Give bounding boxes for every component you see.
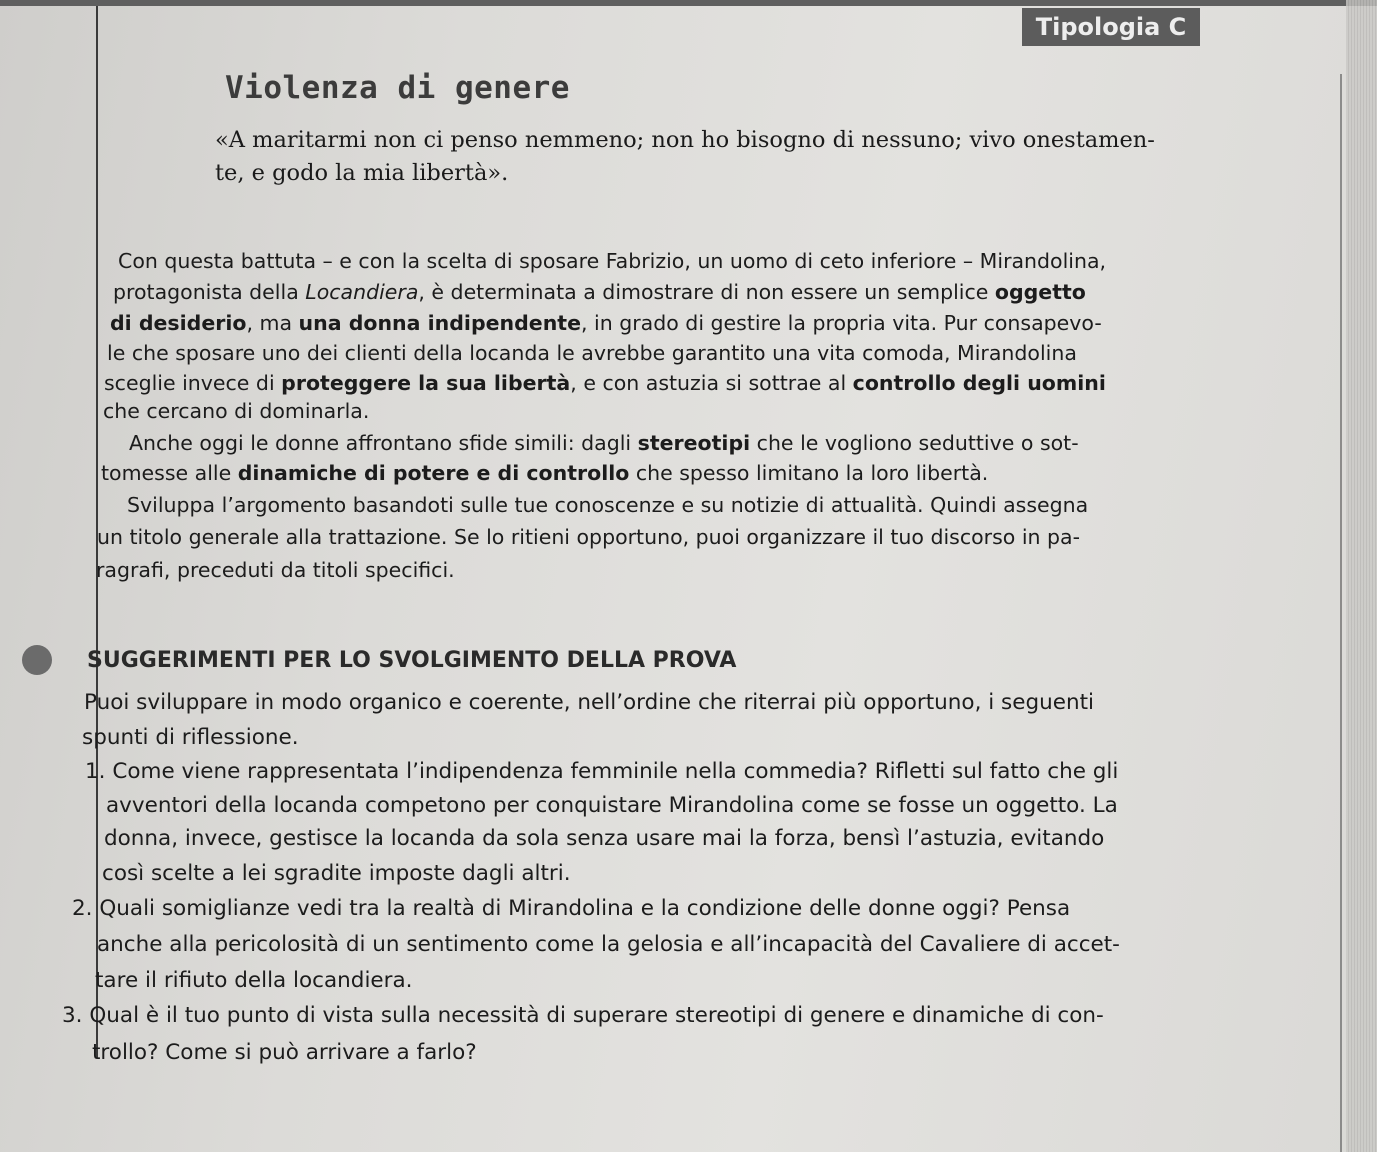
intro-line — [110, 308, 1102, 338]
bold-text: controllo degli uomini — [852, 371, 1106, 395]
section-badge: Tipologia C — [1022, 8, 1200, 46]
intro-line — [113, 277, 1086, 307]
intro-line — [97, 522, 1080, 552]
text: che le vogliono seduttive o sot- — [750, 431, 1079, 455]
bold-text: stereotipi — [637, 431, 751, 455]
intro-line — [96, 555, 455, 585]
text: , e con astuzia si sottrae al — [570, 371, 853, 395]
text: che spesso limitano la loro libertà. — [629, 461, 989, 485]
intro-line — [127, 490, 1088, 520]
intro-line — [107, 338, 1077, 368]
text: Con questa battuta – e con la scelta di sposare Fabrizio, un uomo di ceto inferiore – Mirandolina, — [118, 249, 1107, 273]
quote-line: te, e godo la mia libertà». — [215, 160, 509, 186]
suggestions-heading: SUGGERIMENTI PER LO SVOLGIMENTO DELLA PROVA — [87, 648, 737, 673]
intro-line — [129, 428, 1079, 458]
text: le che sposare uno dei clienti della locanda le avrebbe garantito una vita comoda, Mirandolina — [107, 341, 1077, 365]
italic-text: Locandiera — [305, 280, 419, 304]
intro-line — [118, 246, 1106, 276]
right-margin-rule — [1340, 74, 1342, 1152]
text: Anche oggi le donne affrontano sfide simili: dagli — [129, 431, 638, 455]
text: sceglie invece di — [104, 371, 282, 395]
list-item-line: anche alla pericolosità di un sentimento come la gelosia e all’incapacità del Cavaliere di accet- — [97, 932, 1120, 957]
suggestions-line: Puoi sviluppare in modo organico e coerente, nell’ordine che riterrai più opportuno, i seguenti — [84, 690, 1095, 715]
text: , ma — [246, 311, 299, 335]
list-item-line: trollo? Come si può arrivare a farlo? — [92, 1040, 477, 1065]
list-item: 1. Come viene rappresentata l’indipendenza femminile nella commedia? Rifletti sul fatto che gli — [85, 759, 1119, 784]
opening-quote — [215, 124, 1245, 190]
page-edge — [1346, 0, 1377, 1152]
bold-text: una donna indipendente — [298, 311, 581, 335]
list-item-line: avventori della locanda competono per conquistare Mirandolina come se fosse un oggetto. La — [106, 793, 1118, 818]
text: un titolo generale alla trattazione. Se lo ritieni opportuno, puoi organizzare il tuo discorso in pa- — [97, 525, 1081, 549]
bold-text: proteggere la sua libertà — [281, 371, 571, 395]
text: ragrafi, preceduti da titoli specifici. — [96, 558, 455, 582]
section-bullet-icon — [22, 645, 52, 675]
quote-line: «A maritarmi non ci penso nemmeno; non ho bisogno di nessuno; vivo onestamen- — [215, 127, 1155, 153]
list-item: 2. Quali somiglianze vedi tra la realtà di Mirandolina e la condizione delle donne oggi? Pensa — [72, 896, 1071, 921]
suggestions-line: spunti di riflessione. — [82, 725, 299, 750]
intro-line — [101, 458, 988, 488]
text: tomesse alle — [101, 461, 238, 485]
list-item: 3. Qual è il tuo punto di vista sulla necessità di superare stereotipi di genere e dinamiche di con- — [62, 1003, 1104, 1028]
intro-line — [104, 368, 1106, 398]
text: Sviluppa l’argomento basandoti sulle tue conoscenze e su notizie di attualità. Quindi assegna — [127, 493, 1089, 517]
bold-text: di desiderio — [110, 311, 247, 335]
page-title: Violenza di genere — [225, 70, 570, 106]
list-item-line: così scelte a lei sgradite imposte dagli altri. — [102, 861, 571, 886]
text: che cercano di dominarla. — [103, 399, 370, 423]
bold-text: oggetto — [994, 280, 1086, 304]
list-item-line: donna, invece, gestisce la locanda da sola senza usare mai la forza, bensì l’astuzia, evitando — [104, 826, 1105, 851]
bold-text: dinamiche di potere e di controllo — [237, 461, 630, 485]
list-item-line: tare il rifiuto della locandiera. — [95, 968, 413, 993]
top-band — [0, 0, 1377, 6]
intro-line — [103, 396, 369, 426]
text: , in grado di gestire la propria vita. Pur consapevo- — [581, 311, 1102, 335]
text: protagonista della — [113, 280, 306, 304]
text: , è determinata a dimostrare di non essere un semplice — [418, 280, 995, 304]
